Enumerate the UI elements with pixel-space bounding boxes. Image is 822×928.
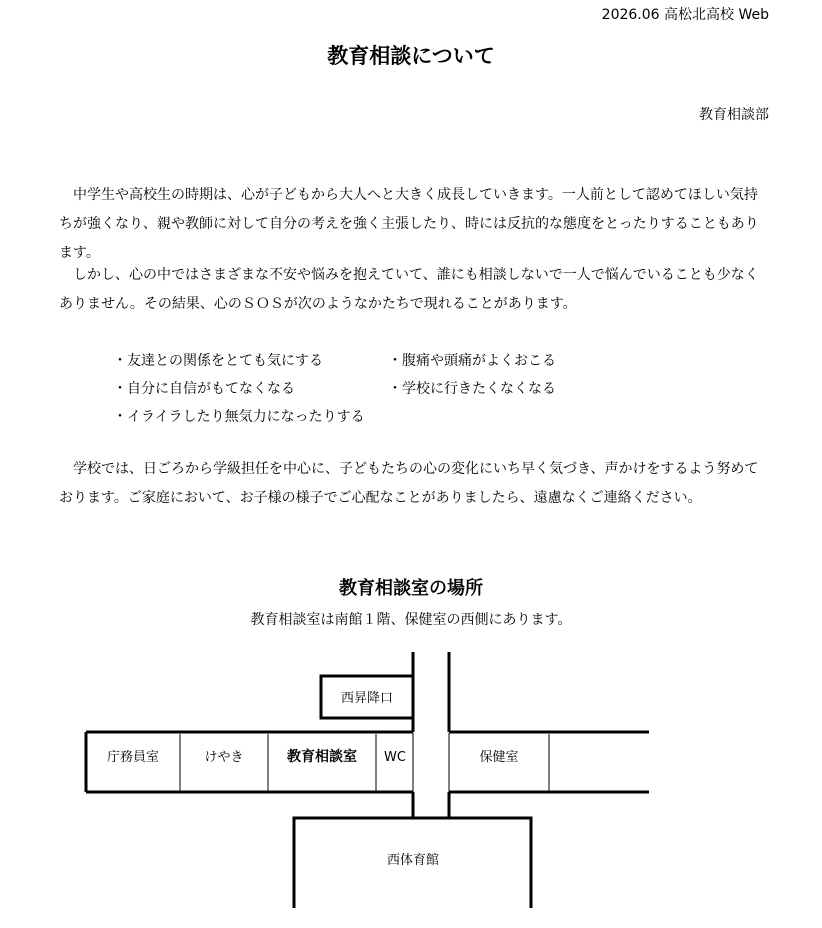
location-note: 教育相談室は南館１階、保健室の西側にあります。 [250, 612, 572, 628]
label-west-stairs: 西昇降口 [340, 691, 394, 706]
sos-item-school-refusal: ・学校に行きたくなくなる [388, 381, 556, 397]
header-date-school: 2026.06 高松北高校 Web [601, 7, 769, 23]
paragraph-anxiety: しかし、心の中ではさまざまな不安や悩みを抱えていて、誰にも相談しないで一人で悩んでいることも少なくありません。その結果、心のＳＯＳが次のようなかたちで現れることがあります。 [59, 267, 759, 312]
paragraph-school-support: 学校では、日ごろから学級担任を中心に、子どもたちの心の変化にいち早く気づき、声かけをするよう努めております。ご家庭において、お子様の様子でご心配なことがありましたら、遠慮なくご連絡ください。 [59, 461, 759, 506]
department-name: 教育相談部 [699, 107, 769, 123]
label-health-room: 保健室 [479, 750, 519, 765]
sos-item-confidence: ・自分に自信がもてなくなる [113, 381, 295, 397]
sos-item-stomachache: ・腹痛や頭痛がよくおこる [388, 353, 556, 369]
paragraph-intro: 中学生や高校生の時期は、心が子どもから大人へと大きく成長していきます。一人前として認めてほしい気持ちが強くなり、親や教師に対して自分の考えを強く主張したり、時には反抗的な態度をとったりすることもあります。 [59, 187, 759, 261]
page-title: 教育相談について [327, 44, 495, 68]
label-wc: WC [384, 750, 406, 765]
label-office: 庁務員室 [106, 750, 160, 765]
label-counseling-room: 教育相談室 [287, 749, 357, 765]
label-gym: 西体育館 [386, 853, 440, 868]
sos-item-friends: ・友達との関係をとても気にする [113, 353, 323, 369]
location-title: 教育相談室の場所 [339, 578, 483, 599]
label-keyaki: けやき [204, 750, 244, 765]
sos-item-irritation: ・イライラしたり無気力になったりする [113, 409, 365, 425]
